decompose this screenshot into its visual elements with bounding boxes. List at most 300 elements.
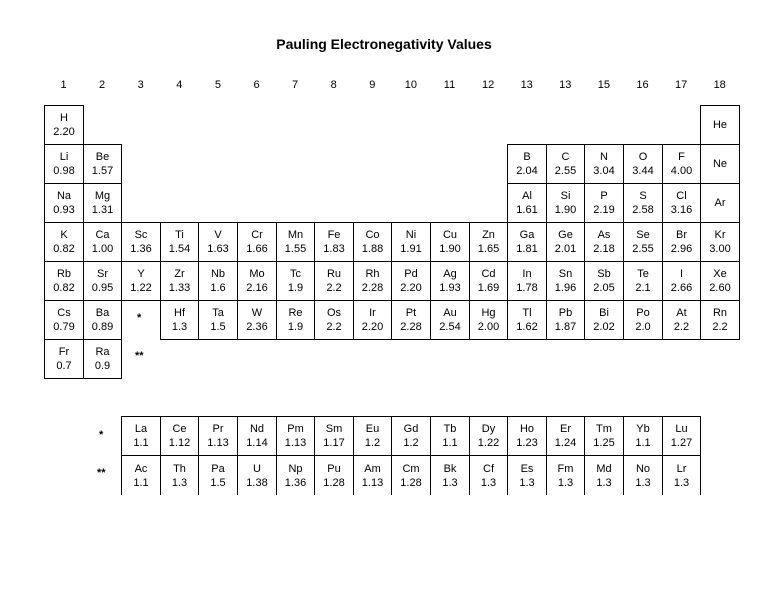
element-cell-md <box>584 455 624 495</box>
electronegativity-value: 1.3 <box>596 476 612 489</box>
electronegativity-value: 1.3 <box>442 476 458 489</box>
element-symbol: I <box>679 268 684 280</box>
element-cell-am <box>353 455 392 495</box>
element-symbol: Os <box>326 307 342 319</box>
element-cell-la <box>121 416 161 456</box>
electronegativity-value: 1.36 <box>284 476 307 489</box>
element-cell-pu <box>314 455 354 495</box>
element-symbol: Bi <box>599 307 609 319</box>
element-symbol: Tl <box>522 307 532 319</box>
electronegativity-value: 1.93 <box>439 282 461 294</box>
electronegativity-value: 1.3 <box>519 476 535 489</box>
electronegativity-value: 1.5 <box>210 321 226 333</box>
element-symbol: Xe <box>713 268 727 280</box>
element-cell-pm <box>276 416 315 456</box>
electronegativity-value: 2.66 <box>670 282 693 294</box>
element-cell-sb <box>584 261 624 301</box>
element-cell-pb <box>546 300 585 340</box>
electronegativity-value: 1.9 <box>287 282 304 294</box>
element-symbol: Sc <box>134 229 148 241</box>
electronegativity-value: 1.22 <box>477 437 500 449</box>
group-number-17: 17 <box>674 79 688 91</box>
element-symbol: Pt <box>405 307 417 319</box>
electronegativity-value: 1.5 <box>210 476 226 489</box>
lanthanide-placeholder-mark: * <box>137 312 142 324</box>
element-cell-ra <box>83 339 122 379</box>
electronegativity-value: 2.20 <box>361 321 384 333</box>
group-number-14: 13 <box>559 79 572 91</box>
electronegativity-value: 2.60 <box>709 282 731 294</box>
element-cell-pd <box>391 261 431 301</box>
element-symbol: Md <box>596 462 612 475</box>
element-symbol: Bk <box>443 462 457 475</box>
group-number-6: 6 <box>253 79 260 91</box>
electronegativity-value: 2.54 <box>439 321 461 333</box>
electronegativity-value: 4.00 <box>670 165 693 177</box>
electronegativity-value: 1.3 <box>480 476 497 489</box>
electronegativity-value: 3.04 <box>593 165 615 177</box>
electronegativity-value: 2.04 <box>516 165 538 177</box>
element-cell-fe <box>314 222 354 262</box>
element-symbol: Tb <box>443 423 457 435</box>
element-cell-tc <box>276 261 315 301</box>
electronegativity-value: 1.13 <box>361 476 384 489</box>
element-symbol: Ag <box>443 268 457 280</box>
element-symbol: Be <box>95 151 110 163</box>
electronegativity-value: 1.28 <box>400 476 422 489</box>
element-cell-sm <box>314 416 354 456</box>
element-symbol: Cr <box>251 229 263 241</box>
element-symbol: Hf <box>174 307 185 319</box>
element-symbol: Dy <box>481 423 496 435</box>
element-symbol: Ho <box>519 423 535 435</box>
electronegativity-value: 1.27 <box>670 437 693 449</box>
electronegativity-value: 1.33 <box>168 282 191 294</box>
element-cell-v <box>198 222 238 262</box>
element-symbol: Se <box>636 229 650 241</box>
group-number-15: 15 <box>597 79 611 91</box>
element-cell-cr <box>237 222 277 262</box>
electronegativity-value: 0.82 <box>53 282 75 294</box>
element-cell-ho <box>507 416 547 456</box>
group-number-10: 10 <box>404 79 418 91</box>
element-cell-o <box>623 144 663 184</box>
element-symbol: O <box>638 151 648 163</box>
element-symbol: Zn <box>482 229 495 241</box>
element-cell-mn <box>276 222 315 262</box>
element-cell-os <box>314 300 354 340</box>
element-cell-eu <box>353 416 392 456</box>
electronegativity-value: 1.1 <box>133 437 149 449</box>
element-cell-cm <box>391 455 431 495</box>
element-symbol: He <box>712 119 728 131</box>
element-symbol: U <box>253 462 261 475</box>
electronegativity-value: 1.57 <box>91 165 114 177</box>
actinide-placeholder-mark: ** <box>135 350 144 362</box>
element-cell-zr <box>160 261 199 301</box>
electronegativity-value: 3.00 <box>709 243 731 255</box>
element-cell-gd <box>391 416 431 456</box>
element-cell-er <box>546 416 585 456</box>
electronegativity-value: 2.2 <box>712 321 728 333</box>
element-cell-p <box>584 183 624 223</box>
element-symbol: Ru <box>326 268 342 280</box>
element-symbol: Cd <box>481 268 496 280</box>
element-cell-lr <box>662 455 701 495</box>
electronegativity-value: 2.18 <box>593 243 615 255</box>
electronegativity-value: 2.55 <box>554 165 577 177</box>
element-cell-i <box>662 261 701 301</box>
element-cell-ce <box>160 416 199 456</box>
element-cell-mo <box>237 261 277 301</box>
element-cell-br <box>662 222 701 262</box>
group-number-3: 3 <box>137 79 144 91</box>
electronegativity-value: 2.0 <box>635 321 651 333</box>
element-symbol: Y <box>137 268 145 280</box>
element-symbol: Ta <box>212 307 224 319</box>
element-symbol: Sn <box>558 268 573 280</box>
element-cell-k <box>44 222 84 262</box>
element-cell-sr <box>83 261 122 301</box>
group-number-18: 18 <box>713 79 726 91</box>
electronegativity-value: 1.96 <box>554 282 577 294</box>
element-symbol: Fr <box>58 346 70 358</box>
electronegativity-value: 2.2 <box>326 282 342 294</box>
electronegativity-value: 1.00 <box>91 243 114 255</box>
electronegativity-value: 2.2 <box>673 321 690 333</box>
element-cell-y <box>121 261 161 301</box>
element-symbol: Cm <box>402 462 420 475</box>
element-cell-es <box>507 455 547 495</box>
element-symbol: B <box>523 151 531 163</box>
element-symbol: Nb <box>210 268 226 280</box>
electronegativity-value: 2.1 <box>635 282 651 294</box>
element-symbol: Na <box>56 190 72 202</box>
element-cell-no <box>623 455 663 495</box>
electronegativity-value: 1.63 <box>207 243 229 255</box>
element-cell-sn <box>546 261 585 301</box>
electronegativity-value: 0.89 <box>91 321 114 333</box>
electronegativity-value: 2.96 <box>670 243 693 255</box>
electronegativity-value: 1.23 <box>516 437 538 449</box>
element-cell-rh <box>353 261 392 301</box>
electronegativity-value: 0.79 <box>53 321 75 333</box>
element-cell-zn <box>469 222 508 262</box>
electronegativity-value: 1.3 <box>171 476 188 489</box>
electronegativity-value: 1.13 <box>284 437 307 449</box>
element-symbol: F <box>678 151 685 163</box>
element-symbol: Tc <box>290 268 301 280</box>
electronegativity-value: 0.9 <box>94 360 111 372</box>
element-cell-te <box>623 261 663 301</box>
element-symbol: As <box>597 229 611 241</box>
element-symbol: Ac <box>134 462 148 475</box>
element-symbol: Er <box>560 423 571 435</box>
group-number-5: 5 <box>214 79 221 91</box>
electronegativity-value: 1.90 <box>554 204 577 216</box>
electronegativity-value: 1.2 <box>364 437 381 449</box>
element-cell-cl <box>662 183 701 223</box>
element-cell-tm <box>584 416 624 456</box>
electronegativity-value: 0.95 <box>91 282 114 294</box>
element-symbol: Mo <box>249 268 265 280</box>
electronegativity-value: 0.7 <box>56 360 72 372</box>
electronegativity-value: 0.98 <box>53 165 75 177</box>
element-symbol: Pb <box>558 307 573 319</box>
element-symbol: Br <box>676 229 687 241</box>
element-symbol: W <box>251 307 263 319</box>
electronegativity-value: 1.28 <box>323 476 345 489</box>
element-cell-si <box>546 183 585 223</box>
element-cell-co <box>353 222 392 262</box>
group-number-8: 8 <box>330 79 337 91</box>
element-symbol: V <box>214 229 222 241</box>
element-cell-n <box>584 144 624 184</box>
element-cell-w <box>237 300 277 340</box>
electronegativity-value: 2.00 <box>477 321 500 333</box>
electronegativity-value: 1.83 <box>323 243 345 255</box>
element-cell-ca <box>83 222 122 262</box>
element-symbol: Po <box>636 307 650 319</box>
electronegativity-value: 1.25 <box>593 437 615 449</box>
electronegativity-value: 1.3 <box>673 476 690 489</box>
element-symbol: At <box>676 307 687 319</box>
element-symbol: Ba <box>95 307 110 319</box>
element-symbol: Ce <box>172 423 187 435</box>
electronegativity-value: 1.78 <box>516 282 538 294</box>
element-cell-ba <box>83 300 122 340</box>
element-symbol: Yb <box>636 423 650 435</box>
electronegativity-value: 1.88 <box>361 243 384 255</box>
element-symbol: Gd <box>403 423 419 435</box>
element-symbol: Ar <box>714 197 726 209</box>
element-symbol: Sb <box>597 268 611 280</box>
electronegativity-value: 2.28 <box>361 282 384 294</box>
electronegativity-value: 1.1 <box>133 476 149 489</box>
element-cell-h <box>44 105 84 145</box>
element-symbol: Mn <box>287 229 304 241</box>
element-cell-ar <box>700 183 740 223</box>
group-number-2: 2 <box>99 79 106 91</box>
electronegativity-value: 1.54 <box>168 243 191 255</box>
element-cell-ag <box>430 261 470 301</box>
element-symbol: Au <box>443 307 457 319</box>
element-symbol: Rn <box>712 307 728 319</box>
element-cell-pa <box>198 455 238 495</box>
element-cell-th <box>160 455 199 495</box>
element-cell-cd <box>469 261 508 301</box>
electronegativity-value: 2.20 <box>400 282 422 294</box>
actinide-row-mark: ** <box>97 467 106 479</box>
element-cell-bi <box>584 300 624 340</box>
element-symbol: Fm <box>557 462 574 475</box>
element-symbol: Pm <box>287 423 304 435</box>
element-cell-lu <box>662 416 701 456</box>
element-cell-li <box>44 144 84 184</box>
element-symbol: P <box>600 190 608 202</box>
element-cell-tl <box>507 300 547 340</box>
element-symbol: Ne <box>712 158 728 170</box>
element-symbol: Nd <box>249 423 265 435</box>
element-symbol: Te <box>637 268 649 280</box>
element-cell-b <box>507 144 547 184</box>
element-symbol: H <box>60 112 68 124</box>
element-cell-re <box>276 300 315 340</box>
electronegativity-value: 1.61 <box>516 204 538 216</box>
group-number-11: 11 <box>443 79 456 91</box>
element-symbol: C <box>561 151 570 163</box>
element-cell-bk <box>430 455 470 495</box>
group-number-12: 12 <box>481 79 495 91</box>
electronegativity-value: 2.55 <box>632 243 654 255</box>
element-symbol: No <box>635 462 651 475</box>
element-cell-yb <box>623 416 663 456</box>
electronegativity-value: 1.55 <box>284 243 307 255</box>
electronegativity-value: 1.87 <box>554 321 577 333</box>
lanthanide-row-mark: * <box>99 429 104 441</box>
element-symbol: Fe <box>327 229 341 241</box>
element-cell-u <box>237 455 277 495</box>
electronegativity-value: 1.38 <box>246 476 268 489</box>
element-symbol: Lu <box>675 423 688 435</box>
element-symbol: Lr <box>676 462 687 475</box>
element-cell-cs <box>44 300 84 340</box>
group-number-9: 9 <box>369 79 376 91</box>
electronegativity-value: 1.17 <box>323 437 345 449</box>
element-cell-ti <box>160 222 199 262</box>
electronegativity-value: 2.05 <box>593 282 615 294</box>
element-cell-xe <box>700 261 740 301</box>
electronegativity-value: 2.20 <box>53 126 75 138</box>
element-cell-ni <box>391 222 431 262</box>
element-cell-pr <box>198 416 238 456</box>
element-cell-ga <box>507 222 547 262</box>
element-cell-rn <box>700 300 740 340</box>
electronegativity-value: 1.36 <box>130 243 152 255</box>
element-symbol: Sr <box>97 268 108 280</box>
element-symbol: Si <box>560 190 571 202</box>
group-number-1: 1 <box>60 79 67 91</box>
element-cell-nb <box>198 261 238 301</box>
electronegativity-value: 1.31 <box>91 204 114 216</box>
electronegativity-value: 1.22 <box>130 282 152 294</box>
element-cell-ne <box>700 144 740 184</box>
element-symbol: Tm <box>596 423 612 435</box>
element-symbol: Ga <box>519 229 535 241</box>
element-symbol: Ni <box>405 229 417 241</box>
electronegativity-value: 1.3 <box>635 476 651 489</box>
element-symbol: Eu <box>365 423 380 435</box>
element-symbol: Ti <box>175 229 184 241</box>
element-cell-sc <box>121 222 161 262</box>
electronegativity-value: 2.58 <box>632 204 654 216</box>
element-cell-ru <box>314 261 354 301</box>
element-cell-ge <box>546 222 585 262</box>
element-symbol: Np <box>288 462 303 475</box>
element-cell-pt <box>391 300 431 340</box>
element-cell-kr <box>700 222 740 262</box>
electronegativity-value: 2.19 <box>593 204 615 216</box>
element-symbol: La <box>134 423 148 435</box>
electronegativity-value: 1.66 <box>246 243 268 255</box>
electronegativity-value: 2.2 <box>326 321 342 333</box>
element-symbol: Pa <box>211 462 225 475</box>
electronegativity-value: 1.69 <box>477 282 500 294</box>
element-cell-as <box>584 222 624 262</box>
page-title: Pauling Electronegativity Values <box>276 36 492 52</box>
group-number-16: 16 <box>636 79 649 91</box>
element-cell-in <box>507 261 547 301</box>
electronegativity-value: 2.01 <box>554 243 577 255</box>
element-symbol: Ra <box>95 346 110 358</box>
element-cell-au <box>430 300 470 340</box>
electronegativity-value: 2.28 <box>400 321 422 333</box>
element-symbol: Mg <box>94 190 111 202</box>
electronegativity-value: 1.91 <box>400 243 422 255</box>
electronegativity-value: 0.93 <box>53 204 75 216</box>
element-symbol: Th <box>173 462 186 475</box>
element-cell-cu <box>430 222 470 262</box>
element-symbol: Re <box>288 307 303 319</box>
electronegativity-value: 1.2 <box>403 437 419 449</box>
element-symbol: Ge <box>558 229 573 241</box>
element-symbol: Cu <box>442 229 458 241</box>
element-cell-se <box>623 222 663 262</box>
electronegativity-value: 1.14 <box>246 437 268 449</box>
electronegativity-value: 3.16 <box>670 204 693 216</box>
element-cell-he <box>700 105 740 145</box>
element-symbol: Rb <box>56 268 72 280</box>
element-symbol: Rh <box>365 268 380 280</box>
element-cell-fr <box>44 339 84 379</box>
element-cell-al <box>507 183 547 223</box>
element-symbol: Cs <box>57 307 71 319</box>
element-cell-tb <box>430 416 470 456</box>
element-cell-hg <box>469 300 508 340</box>
element-cell-ir <box>353 300 392 340</box>
electronegativity-value: 2.36 <box>246 321 268 333</box>
element-symbol: Li <box>59 151 69 163</box>
electronegativity-value: 1.12 <box>168 437 191 449</box>
element-symbol: Am <box>364 462 381 475</box>
electronegativity-value: 1.13 <box>207 437 229 449</box>
element-symbol: Cl <box>676 190 687 202</box>
element-cell-c <box>546 144 585 184</box>
element-symbol: Pr <box>212 423 224 435</box>
electronegativity-value: 0.82 <box>53 243 75 255</box>
element-cell-ac <box>121 455 161 495</box>
element-cell-hf <box>160 300 199 340</box>
element-cell-s <box>623 183 663 223</box>
electronegativity-value: 1.24 <box>554 437 577 449</box>
element-cell-dy <box>469 416 508 456</box>
element-cell-po <box>623 300 663 340</box>
electronegativity-value: 1.3 <box>557 476 574 489</box>
electronegativity-value: 1.65 <box>477 243 500 255</box>
electronegativity-value: 1.1 <box>635 437 651 449</box>
group-number-13: 13 <box>520 79 533 91</box>
element-symbol: Al <box>522 190 532 202</box>
element-cell-na <box>44 183 84 223</box>
element-symbol: K <box>60 229 68 241</box>
element-symbol: Co <box>365 229 380 241</box>
element-symbol: Pd <box>404 268 418 280</box>
element-symbol: Sm <box>325 423 343 435</box>
element-symbol: Cf <box>483 462 494 475</box>
element-symbol: Es <box>520 462 534 475</box>
element-symbol: Ca <box>95 229 110 241</box>
element-cell-nd <box>237 416 277 456</box>
